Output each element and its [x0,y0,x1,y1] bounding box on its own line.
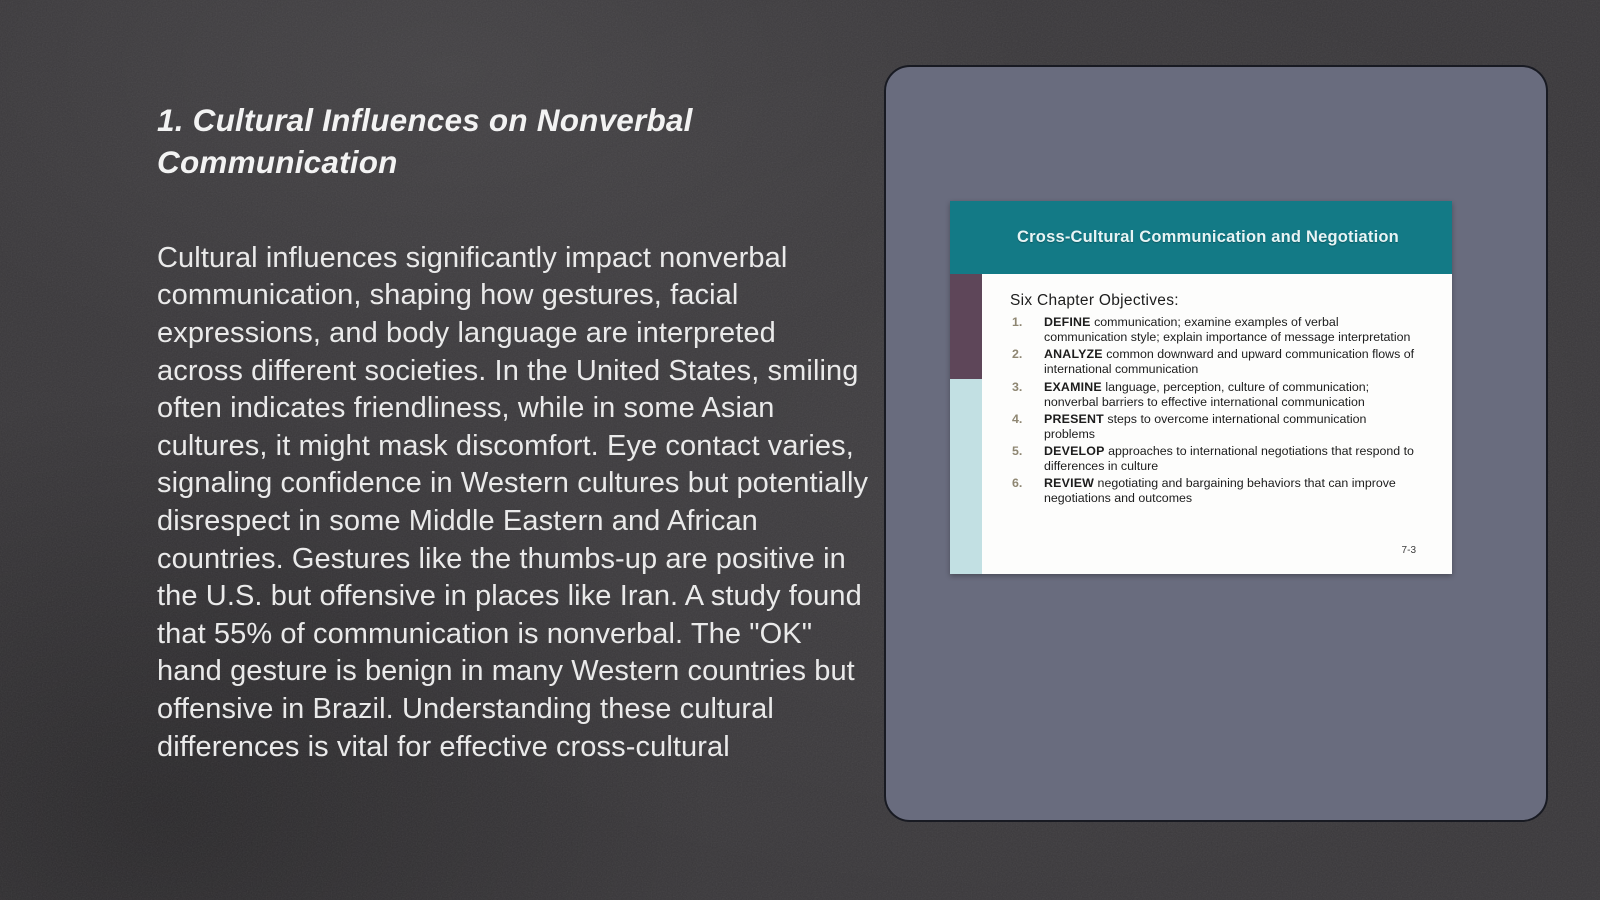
objective-text: communication; examine examples of verbal communication style; explain importance of message interpretation [1044,315,1411,345]
objective-content [1044,412,1418,442]
objective-number: 3. [1012,379,1023,394]
objective-item [1010,444,1418,474]
objective-text: common downward and upward communication flows of international communication [1044,347,1415,377]
article [157,100,869,766]
objective-number: 5. [1012,444,1023,458]
slide-title: Cross-Cultural Communication and Negotiation [1017,228,1399,246]
slide-header [950,201,1452,274]
objective-item [1010,347,1418,377]
slide [950,201,1452,574]
slide-page-number: 7-3 [1401,545,1416,556]
objective-item [1010,380,1418,410]
objective-content [1044,315,1418,345]
objective-number: 4. [1012,411,1023,426]
objective-number: 1. [1012,315,1023,329]
objective-item [1010,412,1418,442]
accent-bar-blue [950,379,982,574]
slide-panel [884,65,1548,822]
objective-content [1044,476,1418,506]
objective-text: approaches to international negotiations that respond to differences in culture [1044,444,1414,474]
objectives-heading: Six Chapter Objectives: [1010,292,1179,309]
objective-content [1044,380,1418,410]
objective-text: negotiating and bargaining behaviors that can improve negotiations and outcomes [1044,476,1396,506]
objective-number: 2. [1012,347,1023,362]
accent-bar-purple [950,274,982,379]
objective-text: language, perception, culture of communication; nonverbal barriers to effective international communication [1044,379,1370,409]
objective-verb: ANALYZE [1044,347,1103,362]
objectives-list [1010,315,1418,507]
article-title: 1. Cultural Influences on Nonverbal Communication [157,102,693,180]
slide-content [982,274,1452,574]
objective-text: steps to overcome international communication problems [1044,411,1367,441]
slide-body [950,274,1452,574]
slide-accent-rail [950,274,982,574]
article-body: Cultural influences significantly impact nonverbal communication, shaping how gestures, facial expressions, and body language are interpreted across different societies. In the United States, smiling often indicates friendliness, while in some Asian cultures, it might mask discomfort. Eye contact varies, signaling confidence in Western cultures but potentially disrespect in some Middle Eastern and African countries. Gestures like the thumbs-up are positive in the U.S. but offensive in places like Iran. A study found that 55% of communication is nonverbal. The "OK" hand gesture is benign in many Western countries but offensive in Brazil. Understanding these cultural differences is vital for effective cross-cultural [157,241,869,763]
objective-item [1010,476,1418,506]
objective-verb: REVIEW [1044,476,1095,491]
objective-verb: EXAMINE [1044,379,1102,394]
objective-content [1044,347,1418,377]
objective-verb: DEVELOP [1044,444,1105,458]
objective-item [1010,315,1418,345]
objective-content [1044,444,1418,474]
objective-number: 6. [1012,476,1023,491]
objective-verb: DEFINE [1044,315,1091,329]
objective-verb: PRESENT [1044,411,1104,426]
